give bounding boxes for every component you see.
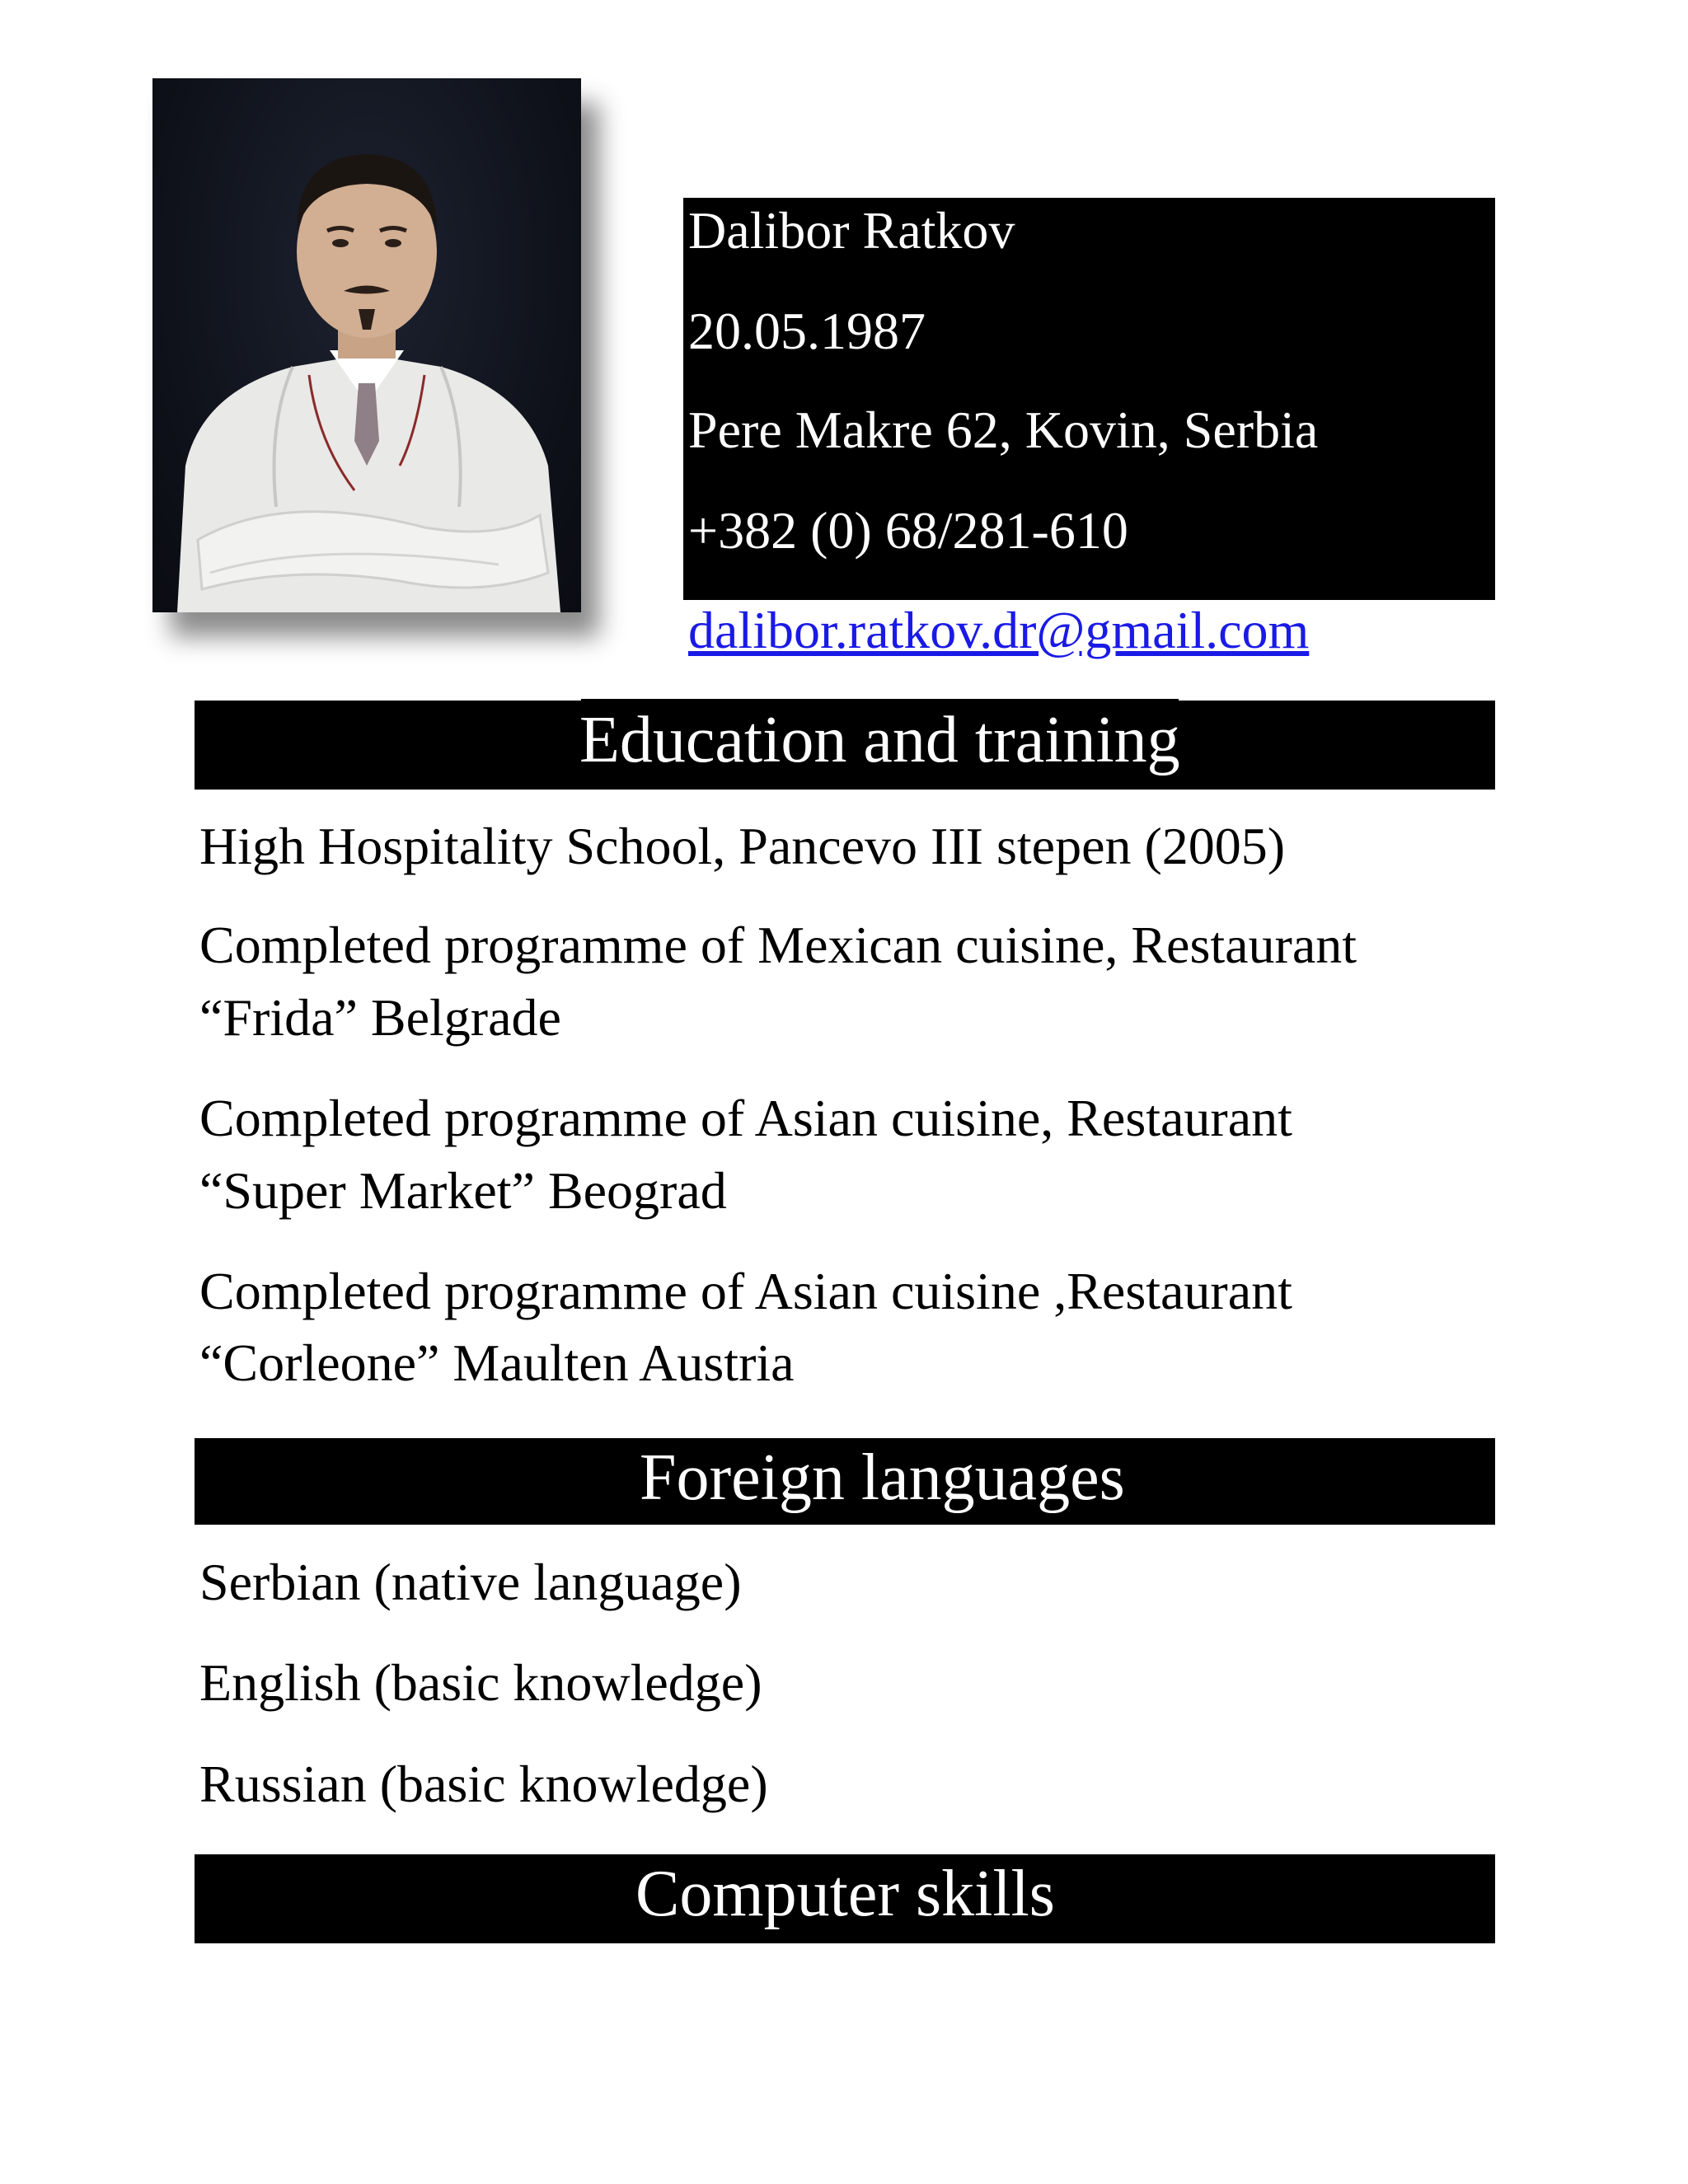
languages-section-header xyxy=(195,1438,1495,1525)
education-title: Education and training xyxy=(579,704,1180,776)
language-item: English (basic knowledge) xyxy=(199,1653,762,1712)
phone-number: +382 (0) 68/281-610 xyxy=(688,501,1128,560)
language-item: Serbian (native language) xyxy=(199,1553,742,1611)
education-line: Completed programme of Asian cuisine ,Restaurant xyxy=(199,1262,1292,1320)
computer-skills-title: Computer skills xyxy=(635,1858,1055,1930)
computer-skills-section-header xyxy=(195,1854,1495,1943)
education-line: “Super Market” Beograd xyxy=(199,1161,727,1220)
education-line: Completed programme of Mexican cuisine, Restaurant xyxy=(199,916,1357,974)
education-line: “Frida” Belgrade xyxy=(199,988,561,1047)
profile-photo xyxy=(152,78,581,612)
chef-portrait-image xyxy=(152,78,581,612)
education-line: “Corleone” Maulten Austria xyxy=(199,1333,795,1392)
address: Pere Makre 62, Kovin, Serbia xyxy=(688,401,1319,459)
email-link[interactable]: dalibor.ratkov.dr@gmail.com xyxy=(688,601,1310,659)
education-line: High Hospitality School, Pancevo III stepen (2005) xyxy=(199,817,1286,875)
birth-date: 20.05.1987 xyxy=(688,302,926,360)
full-name: Dalibor Ratkov xyxy=(688,201,1015,260)
languages-title: Foreign languages xyxy=(640,1441,1125,1514)
language-item: Russian (basic knowledge) xyxy=(199,1755,768,1813)
education-line: Completed programme of Asian cuisine, Restaurant xyxy=(199,1089,1292,1147)
education-section-header xyxy=(195,701,1495,790)
